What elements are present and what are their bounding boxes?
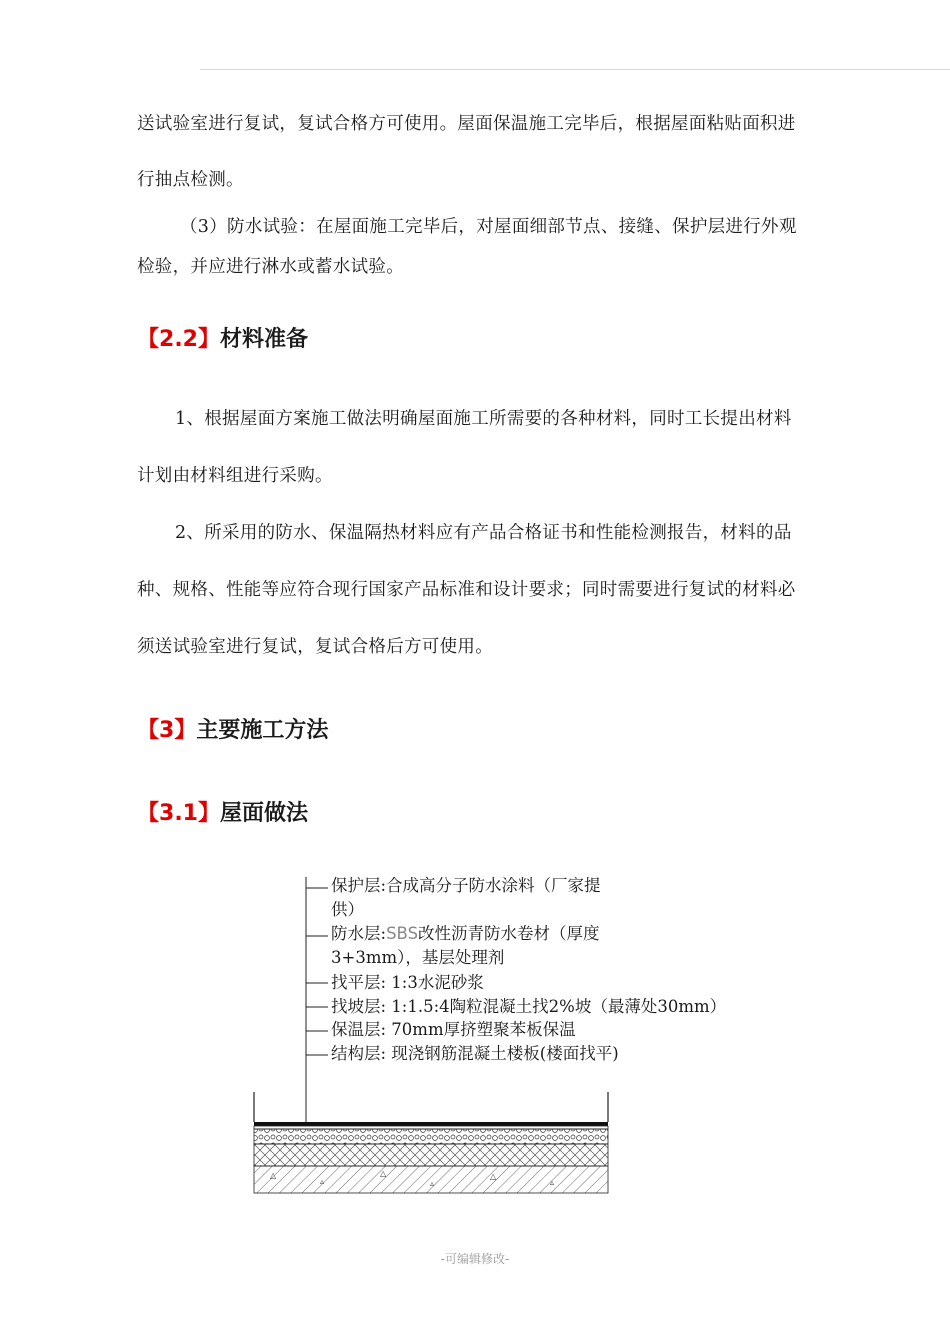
heading-number: 【2.2】 <box>137 327 221 352</box>
paragraph-line: 须送试验室进行复试，复试合格后方可使用。 <box>137 637 493 657</box>
slope-layer <box>254 1144 608 1166</box>
layer-label-insulation: 保温层: 70mm厚挤塑聚苯板保温 <box>331 1020 576 1039</box>
svg-text:△: △ <box>490 1172 497 1181</box>
layer-label-protective-cont: 供） <box>331 900 364 919</box>
paragraph-line: 送试验室进行复试，复试合格方可使用。屋面保温施工完毕后，根据屋面粘贴面积进 <box>137 114 796 134</box>
paragraph-line: 种、规格、性能等应符合现行国家产品标准和设计要求；同时需要进行复试的材料必 <box>137 580 796 600</box>
paragraph-line: （3）防水试验：在屋面施工完毕后，对屋面细部节点、接缝、保护层进行外观 <box>180 217 797 237</box>
waterproof-membrane-layer <box>254 1126 608 1129</box>
heading-number: 【3.1】 <box>137 801 221 826</box>
paragraph-line: 1、根据屋面方案施工做法明确屋面施工所需要的各种材料，同时工长提出材料 <box>175 409 792 429</box>
layer-label-protective: 保护层:合成高分子防水涂料（厂家提 <box>331 876 601 895</box>
layer-label-leveling: 找平层: 1:3水泥砂浆 <box>331 973 484 992</box>
svg-text:△: △ <box>380 1169 387 1178</box>
layer-label-waterproof: 防水层:SBS改性沥青防水卷材（厚度 <box>331 924 600 943</box>
leveling-layer <box>254 1129 608 1144</box>
layer-label-waterproof-cont: 3+3mm），基层处理剂 <box>331 948 505 967</box>
layer-label-structural: 结构层: 现浇钢筋混凝土楼板(楼面找平) <box>331 1044 619 1063</box>
paragraph-line: 2、所采用的防水、保温隔热材料应有产品合格证书和性能检测报告，材料的品 <box>175 523 792 543</box>
svg-text:▵: ▵ <box>430 1179 435 1188</box>
svg-text:△: △ <box>270 1171 277 1180</box>
section-heading-3 <box>137 713 328 744</box>
layer-label-slope: 找坡层: 1:1.5:4陶粒混凝土找2%坡（最薄处30mm） <box>331 997 727 1016</box>
paragraph-line: 计划由材料组进行采购。 <box>137 466 333 486</box>
paragraph-line: 行抽点检测。 <box>137 170 244 190</box>
page-footer: -可编辑修改- <box>440 1252 510 1266</box>
section-heading-2-2 <box>137 322 308 353</box>
heading-title: 屋面做法 <box>220 801 309 826</box>
header-rule <box>200 69 950 70</box>
heading-title: 材料准备 <box>220 327 309 352</box>
section-heading-3-1 <box>137 796 308 827</box>
svg-text:▵: ▵ <box>550 1178 555 1187</box>
svg-text:▵: ▵ <box>320 1177 325 1186</box>
heading-number: 【3】 <box>137 718 197 743</box>
protective-coating-layer <box>254 1122 608 1126</box>
heading-title: 主要施工方法 <box>196 718 329 743</box>
paragraph-line: 检验，并应进行淋水或蓄水试验。 <box>137 257 404 277</box>
